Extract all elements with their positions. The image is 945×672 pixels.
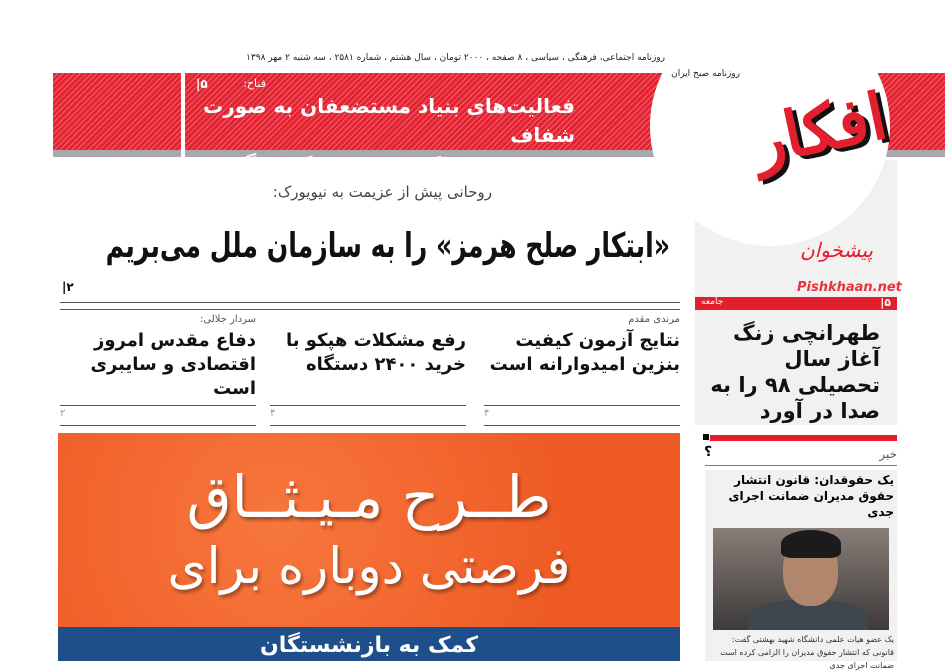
watermark-logo: پیشخوان — [800, 238, 873, 262]
story-kicker: سردار جلالی: — [199, 314, 256, 325]
news-red-bar — [710, 435, 897, 441]
newspaper-logo: افکار — [746, 78, 894, 181]
divider — [60, 405, 256, 406]
divider — [270, 425, 466, 426]
story-kicker — [270, 314, 466, 328]
story-column-1[interactable] — [484, 314, 680, 377]
divider — [60, 302, 680, 303]
story-page-number: ۴ — [270, 408, 276, 419]
divider — [270, 405, 466, 406]
question-mark-icon: ؟ — [704, 444, 713, 460]
lead-headline[interactable]: «ابتکار صلح هرمز» را به سازمان ملل می‌بریم — [105, 226, 671, 266]
banner-headline-line2: در معرض قضاوت مردم قرار می‌گیرد — [213, 152, 575, 176]
banner-headline[interactable] — [200, 92, 575, 179]
news-section-label: خبر — [879, 447, 897, 461]
story-column-3[interactable] — [60, 314, 256, 401]
section-bar — [695, 297, 897, 310]
banner-headline-line1: فعالیت‌های بنیاد مستضعفان به صورت شفاف — [203, 94, 575, 147]
dateline: روزنامه اجتماعی، فرهنگی ، سیاسی ، ۸ صفحه ، ۲۰۰۰ تومان ، سال هشتم ، شماره ۲۵۸۱ ، سه شنبه ۲ مهر ۱۳۹۸ — [246, 53, 665, 63]
story-headline: نتایج آزمون کیفیت بنزین امیدوارانه است — [489, 330, 680, 375]
black-square-icon — [703, 434, 709, 440]
divider — [60, 309, 680, 310]
story-kicker: مرندی مقدم — [628, 314, 680, 325]
lead-kicker: روحانی پیش از عزیمت به نیویورک: — [272, 183, 492, 201]
watermark-url: Pishkhaan.net — [797, 280, 902, 295]
ad-title: طــرح مـیـثــاق — [186, 463, 552, 531]
divider — [484, 405, 680, 406]
story-page-number: ۲ — [60, 408, 66, 419]
banner-kicker: فناح: — [243, 77, 266, 90]
story-headline: رفع مشکلات هپکو با خرید ۲۴۰۰ دستگاه — [285, 330, 466, 375]
logo-subtitle: روزنامه صبح ایران — [671, 69, 740, 79]
section-label: جامعه — [701, 297, 724, 307]
divider — [60, 425, 256, 426]
story-headline: دفاع مقدس امروز اقتصادی و سایبری است — [90, 330, 256, 399]
lead-page-number: ۲| — [62, 280, 74, 294]
ad-subtitle: فرصتی دوباره برای — [167, 537, 571, 595]
advertisement[interactable] — [58, 433, 680, 661]
story-column-2[interactable] — [270, 314, 466, 377]
divider — [705, 465, 897, 466]
ad-band-text: کمک به بازنشستگان — [259, 633, 479, 658]
banner-divider — [181, 73, 185, 157]
section-page-number: ۵| — [880, 296, 891, 309]
story-page-number: ۴ — [484, 408, 490, 419]
sidebar-headline[interactable]: طهرانچی زنگ آغاز سال تحصیلی ۹۸ را به صدا در آورد — [710, 321, 880, 423]
news-photo — [713, 528, 889, 630]
photo-caption: یک عضو هیات علمی دانشگاه شهید بهشتی گفت: قانونی که انتشار حقوق مدیران را الزامی کرده است ضمانت اجرای جدی — [720, 635, 894, 670]
news-headline[interactable]: یک حقوقدان: قانون انتشار حقوق مدیران ضمانت اجرای جدی — [728, 473, 894, 519]
divider — [484, 425, 680, 426]
banner-page-number: ۵| — [196, 77, 208, 91]
